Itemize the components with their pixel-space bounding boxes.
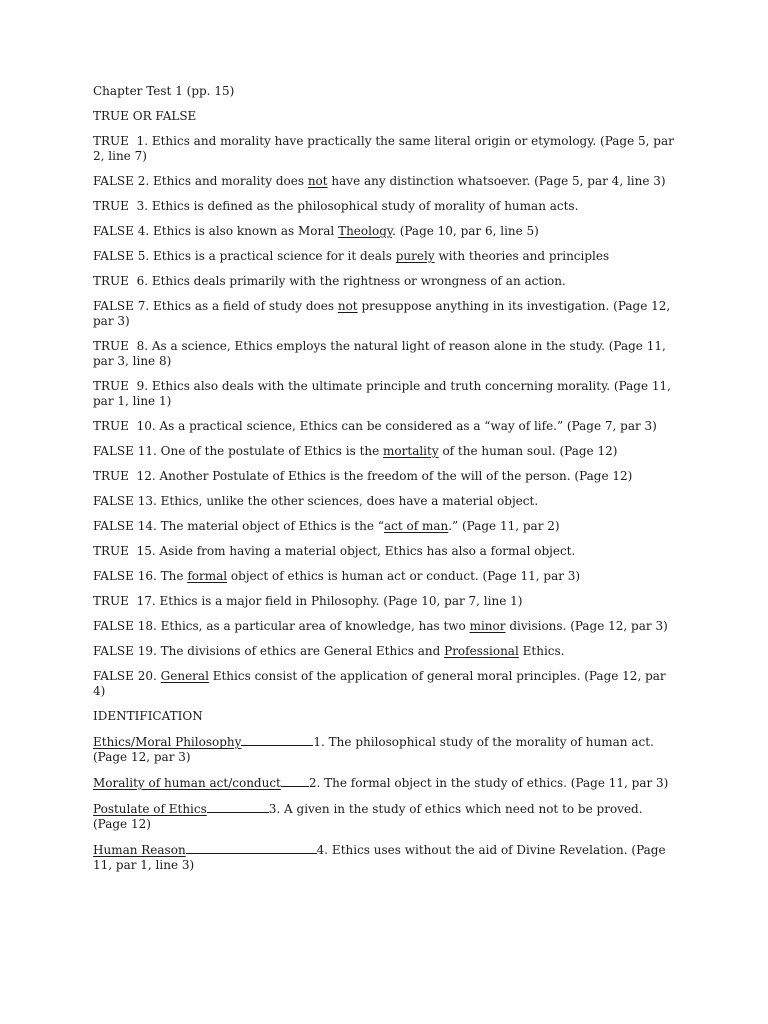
statement-text: Another Postulate of Ethics is the freedom of the will of the person. (Page 12) (159, 469, 633, 483)
answer-label: TRUE (93, 274, 129, 288)
answer-blank-line (281, 775, 309, 787)
question-text: 2. The formal object in the study of ethics. (Page 11, par 3) (308, 776, 669, 790)
item-number: 18. (137, 619, 157, 633)
answer-label: FALSE (93, 519, 134, 533)
answer-text: Ethics/Moral Philosophy (93, 735, 242, 749)
statement-text: Aside from having a material object, Ethics has also a formal object. (159, 544, 576, 558)
true-false-item (93, 379, 678, 409)
item-number: 12. (136, 469, 156, 483)
statement-text: Ethics is a major field in Philosophy. (Page 10, par 7, line 1) (159, 594, 523, 608)
chapter-title: Chapter Test 1 (pp. 15) (93, 84, 235, 98)
statement-text: have any distinction whatsoever. (Page 5, par 4, line 3) (327, 174, 666, 188)
statement-text: object of ethics is human act or conduct. (Page 11, par 3) (227, 569, 581, 583)
section-heading-true-false: TRUE OR FALSE (93, 109, 197, 123)
statement-text: The (160, 569, 188, 583)
statement-text: Ethics consist of the application of general moral principles. (Page 12, par 4) (93, 669, 666, 698)
true-false-item (93, 199, 678, 214)
statement-text: Ethics also deals with the ultimate principle and truth concerning morality. (Page 11, par 1, line 1) (93, 379, 671, 408)
answer-label: FALSE (93, 569, 134, 583)
statement-text: presuppose anything in its investigation. (Page 12, par 3) (93, 299, 671, 328)
answer-label: TRUE (93, 134, 129, 148)
true-false-item (93, 339, 678, 369)
true-false-item (93, 224, 678, 239)
statement-text: The material object of Ethics is the “ (160, 519, 384, 533)
identification-list (93, 734, 678, 873)
item-number: 11. (137, 444, 157, 458)
true-false-item (93, 249, 678, 264)
true-false-item (93, 619, 678, 634)
item-number: 14. (137, 519, 157, 533)
answer-label: FALSE (93, 444, 134, 458)
item-number: 20. (137, 669, 157, 683)
statement-text: divisions. (Page 12, par 3) (505, 619, 668, 633)
answer-label: TRUE (93, 469, 129, 483)
true-false-item (93, 669, 678, 699)
item-number: 2. (137, 174, 150, 188)
statement-text: One of the postulate of Ethics is the (160, 444, 384, 458)
item-number: 7. (137, 299, 150, 313)
answer-blank-line (207, 801, 269, 813)
item-number: 17. (136, 594, 156, 608)
true-false-item (93, 134, 678, 164)
true-false-item (93, 299, 678, 329)
answer-label: FALSE (93, 224, 134, 238)
item-number: 13. (137, 494, 157, 508)
true-false-item (93, 469, 678, 484)
statement-text: Ethics deals primarily with the rightness or wrongness of an action. (151, 274, 566, 288)
item-number: 4. (137, 224, 150, 238)
true-false-item (93, 569, 678, 584)
item-number: 19. (137, 644, 157, 658)
underlined-keyword: not (337, 299, 358, 313)
statement-text: Ethics is defined as the philosophical study of morality of human acts. (151, 199, 579, 213)
answer-label: TRUE (93, 594, 129, 608)
true-false-item (93, 544, 678, 559)
answer-label: TRUE (93, 199, 129, 213)
item-number: 10. (136, 419, 156, 433)
true-false-item (93, 419, 678, 434)
statement-text: Ethics. (518, 644, 565, 658)
true-false-item (93, 519, 678, 534)
identification-item (93, 775, 678, 791)
true-false-item (93, 494, 678, 509)
statement-text: As a science, Ethics employs the natural light of reason alone in the study. (Page 11, par 3, line 8) (93, 339, 666, 368)
answer-text: Human Reason (93, 843, 186, 857)
true-false-item (93, 644, 678, 659)
item-number: 3. (136, 199, 149, 213)
statement-text: Ethics, unlike the other sciences, does have a material object. (160, 494, 539, 508)
answer-label: FALSE (93, 644, 134, 658)
statement-text: . (Page 10, par 6, line 5) (392, 224, 539, 238)
true-false-item (93, 444, 678, 459)
true-false-list (93, 134, 678, 699)
answer-blank-line (186, 842, 317, 854)
question-text: 3. A given in the study of ethics which need not to be proved. (Page 12) (93, 802, 643, 831)
identification-item (93, 734, 678, 765)
identification-item (93, 842, 678, 873)
underlined-keyword: mortality (383, 444, 439, 458)
item-number: 16. (137, 569, 157, 583)
statement-text: Ethics is a practical science for it deals (153, 249, 396, 263)
answer-label: TRUE (93, 419, 129, 433)
answer-text: Postulate of Ethics (93, 802, 207, 816)
statement-text: Ethics and morality have practically the same literal origin or etymology. (Page 5, par 2, line 7) (93, 134, 674, 163)
question-text: 1. The philosophical study of the morality of human act. (Page 12, par 3) (93, 735, 654, 764)
answer-label: FALSE (93, 669, 134, 683)
item-number: 15. (136, 544, 156, 558)
underlined-keyword: not (307, 174, 328, 188)
underlined-keyword: act of man (383, 519, 449, 533)
underlined-keyword: formal (187, 569, 228, 583)
statement-text: Ethics is also known as Moral (153, 224, 339, 238)
statement-text: The divisions of ethics are General Ethics and (160, 644, 445, 658)
item-number: 8. (136, 339, 149, 353)
item-number: 9. (136, 379, 149, 393)
answer-label: FALSE (93, 249, 134, 263)
true-false-item (93, 274, 678, 289)
answer-label: FALSE (93, 619, 134, 633)
underlined-keyword: purely (395, 249, 435, 263)
answer-label: TRUE (93, 379, 129, 393)
statement-text: of the human soul. (Page 12) (438, 444, 618, 458)
underlined-keyword: Theology (338, 224, 393, 238)
statement-text: .” (Page 11, par 2) (448, 519, 560, 533)
true-false-item (93, 174, 678, 189)
underlined-keyword: minor (469, 619, 506, 633)
answer-blank-line (241, 734, 313, 746)
statement-text: Ethics and morality does (153, 174, 308, 188)
answer-label: FALSE (93, 299, 134, 313)
answer-text: Morality of human act/conduct (93, 776, 281, 790)
statement-text: Ethics as a field of study does (153, 299, 338, 313)
item-number: 1. (136, 134, 149, 148)
answer-label: TRUE (93, 544, 129, 558)
answer-label: TRUE (93, 339, 129, 353)
statement-text: with theories and principles (434, 249, 610, 263)
answer-label: FALSE (93, 494, 134, 508)
item-number: 6. (136, 274, 149, 288)
item-number: 5. (137, 249, 150, 263)
identification-item (93, 801, 678, 832)
statement-text: Ethics, as a particular area of knowledge, has two (160, 619, 470, 633)
true-false-item (93, 594, 678, 609)
answer-label: FALSE (93, 174, 134, 188)
statement-text: As a practical science, Ethics can be considered as a “way of life.” (Page 7, par 3) (159, 419, 657, 433)
section-heading-identification: IDENTIFICATION (93, 709, 203, 723)
underlined-keyword: General (160, 669, 209, 683)
underlined-keyword: Professional (444, 644, 519, 658)
question-text: 4. Ethics uses without the aid of Divine Revelation. (Page 11, par 1, line 3) (93, 843, 666, 872)
